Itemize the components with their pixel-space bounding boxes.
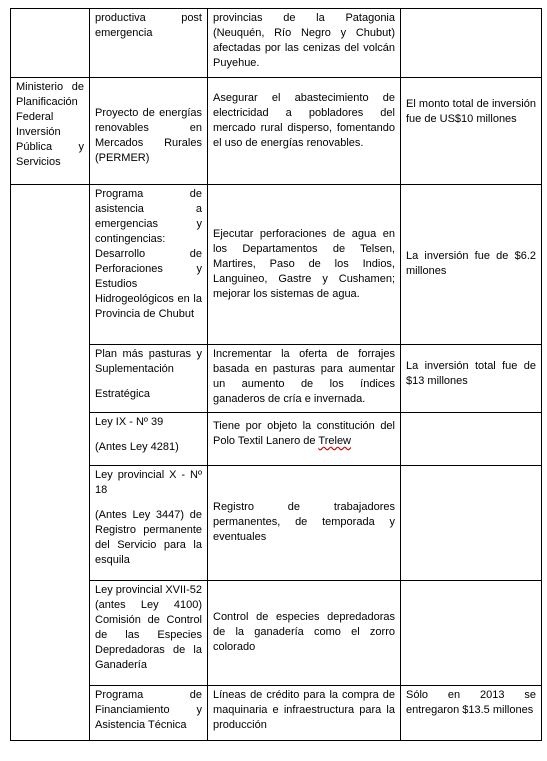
program-cell: [90, 413, 208, 466]
table-row: [11, 413, 542, 466]
program-cell: productiva post emergencia: [90, 9, 208, 78]
program-cell: Programa de Financiamiento y Asistencia Técnica: [90, 686, 208, 741]
table-row: [11, 686, 542, 741]
objective-cell: Ejecutar perforaciones de agua en los Departamentos de Telsen, Martires, Paso de los Indios, Languineo, Gastre y Cushamen; mejorar los sistemas de agua.: [208, 185, 401, 345]
program-line: (Antes Ley 3447) de Registro permanente del Servicio para la esquila: [95, 509, 202, 566]
programs-table: [10, 8, 542, 741]
table-row: [11, 78, 542, 185]
objective-cell: Registro de trabajadores permanentes, de temporada y eventuales: [208, 466, 401, 581]
program-line: Estratégica: [95, 388, 151, 400]
amount-cell: La inversión fue de $6.2 millones: [401, 185, 542, 345]
objective-cell: Líneas de crédito para la compra de maquinaria e infraestructura para la producción: [208, 686, 401, 741]
spellcheck-word: Trelew: [318, 435, 352, 447]
program-cell: Proyecto de energías renovables en Mercados Rurales (PERMER): [90, 78, 208, 185]
amount-cell: [401, 413, 542, 466]
amount-cell: [401, 9, 542, 78]
objective-cell: Asegurar el abastecimiento de electricidad a pobladores del mercado rural disperso, fomentando el uso de energías renovables.: [208, 78, 401, 185]
objective-cell: [208, 413, 401, 466]
org-cell: Ministerio de Planificación Federal Inversión Pública y Servicios: [11, 78, 90, 185]
program-line: (Antes Ley 4281): [95, 441, 179, 453]
objective-cell: provincias de la Patagonia (Neuquén, Río Negro y Chubut) afectadas por las cenizas del volcán Puyehue.: [208, 9, 401, 78]
program-cell: [90, 345, 208, 413]
amount-cell: El monto total de inversión fue de US$10 millones: [401, 78, 542, 185]
program-line: Ley provincial X - Nº 18: [95, 469, 202, 496]
table-row: [11, 9, 542, 78]
program-cell: Programa de asistencia a emergencias y contingencias: Desarrollo de Perforaciones y Estudios Hidrogeológicos en la Provincia de Chubut: [90, 185, 208, 345]
table-row: [11, 466, 542, 581]
amount-cell: Sólo en 2013 se entregaron $13.5 millones: [401, 686, 542, 741]
program-line: Plan más pasturas y Suplementación: [95, 348, 202, 375]
org-cell-chubut: [11, 185, 90, 741]
objective-text: Tiene por objeto la constitución del Polo Textil Lanero de: [213, 420, 395, 447]
objective-cell: Incrementar la oferta de forrajes basada en pasturas para aumentar un aumento de los índices ganaderos de cría e invernada.: [208, 345, 401, 413]
table-row: [11, 581, 542, 686]
program-cell: [90, 466, 208, 581]
amount-cell: La inversión total fue de $13 millones: [401, 345, 542, 413]
amount-cell: [401, 581, 542, 686]
program-line: Ley IX - Nº 39: [95, 416, 164, 428]
table-row: [11, 345, 542, 413]
amount-cell: [401, 466, 542, 581]
org-cell: [11, 9, 90, 78]
table-row: [11, 185, 542, 345]
program-cell: Ley provincial XVII-52 (antes Ley 4100) Comisión de Control de las Especies Depredadoras de la Ganadería: [90, 581, 208, 686]
objective-cell: Control de especies depredadoras de la ganadería como el zorro colorado: [208, 581, 401, 686]
